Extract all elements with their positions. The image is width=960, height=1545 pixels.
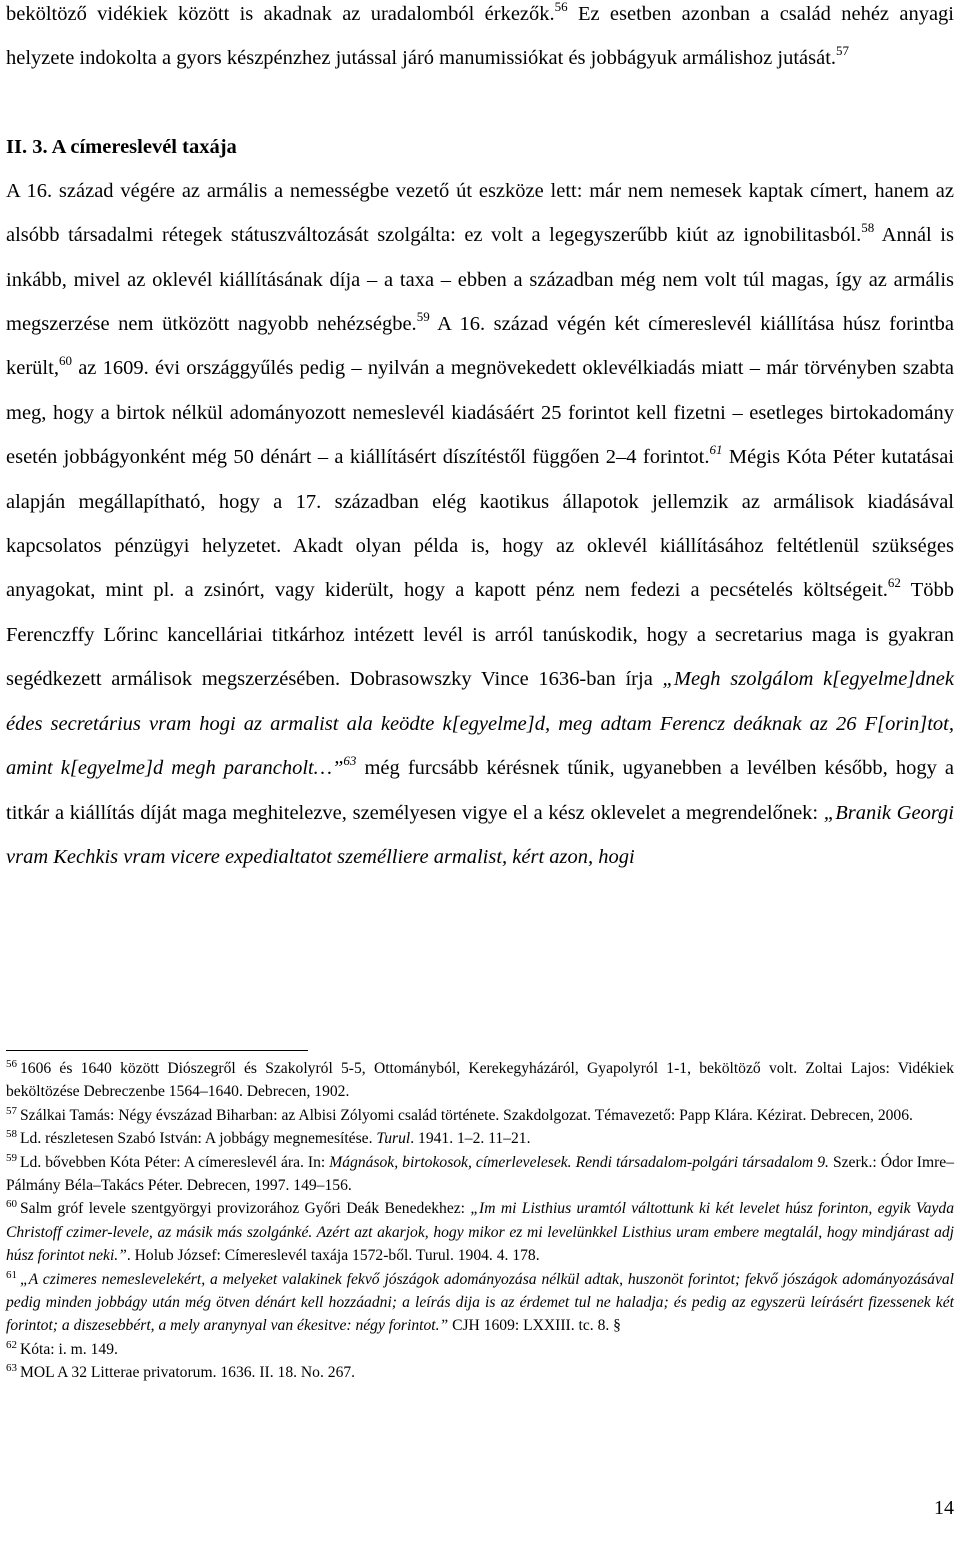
footnote-text: Szálkai Tamás: Négy évszázad Biharban: az Albisi Zólyomi család története. Szakdolgozat. Témavezető: Papp Klára. Kézirat. Debrecen, 2006. bbox=[20, 1106, 913, 1124]
footnote-59 bbox=[6, 1151, 954, 1198]
footnote-ref-60[interactable]: 60 bbox=[58, 353, 72, 369]
footnote-text: Salm gróf levele szentgyörgyi provizorához Győri Deák Benedekhez: bbox=[20, 1200, 471, 1218]
footnote-number: 56 bbox=[6, 1058, 17, 1070]
quotation: „A czimeres nemeslevelekért, a melyeket valakinek fekvő jószágok adományozása nélkül adtak, huszonöt forintot; fekvő jószágok adományozásával pedig minden jobbágy után még ötven dénárt kell hozzáadni; a leírás dija is az érdemet tul ne haladja; és pedig az egyszerü leírásért fizessenek két forintot; a diszesebbért, a mely aranynyal van ékesitve: négy forintot.” bbox=[6, 1270, 954, 1335]
footnote-58 bbox=[6, 1127, 954, 1150]
footnote-ref-57[interactable]: 57 bbox=[836, 43, 850, 59]
footnote-number: 57 bbox=[6, 1104, 17, 1117]
footnote-separator bbox=[6, 1050, 308, 1051]
footnote-number: 61 bbox=[6, 1268, 17, 1281]
footnote-text: . 1941. 1–2. 11–21. bbox=[410, 1130, 531, 1148]
footnote-ref-59[interactable]: 59 bbox=[416, 309, 430, 325]
quotation: „Megh szolgálom k[egyelme]dnek édes secretárius vram hogi az armalist ala keödte k[egyelme]d, meg adtam Ferencz deáknak az 26 F[orin]tot, amint k[egyelme]d megh parancholt…” bbox=[6, 668, 954, 780]
paragraph-continued bbox=[6, 0, 954, 81]
footnote-ref-61[interactable]: 61 bbox=[709, 442, 723, 458]
footnote-63 bbox=[6, 1361, 954, 1384]
footnote-56 bbox=[6, 1057, 954, 1104]
footnote-text: MOL A 32 Litterae privatorum. 1636. II. 18. No. 267. bbox=[20, 1364, 356, 1382]
footnote-57 bbox=[6, 1104, 954, 1127]
footnote-text: Ld. bővebben Kóta Péter: A címereslevél ára. In: bbox=[20, 1153, 330, 1171]
section-heading: II. 3. A címereslevél taxája bbox=[6, 135, 237, 158]
journal-title: Turul bbox=[376, 1130, 411, 1148]
text-run: A 16. század végén két címereslevél kiállítása húsz forintba került, bbox=[6, 313, 954, 380]
footnote-number: 63 bbox=[6, 1362, 17, 1375]
footnote-ref-56[interactable]: 56 bbox=[554, 0, 568, 14]
text-run: beköltöző vidékiek között is akadnak az uradalomból érkezők. bbox=[6, 3, 555, 25]
text-run: az 1609. évi országgyűlés pedig – nyilván a megnövekedett oklevélkiadás miatt – már törvényben szabta meg, hogy a birtok nélkül adományozott nemeslevél kiadásáért 25 forintot kell fizetni – esetleges birtokadomány esetén jobbágyonként még 50 dénárt – a kiállításért díszítéstől függően 2–4 forintot. bbox=[6, 357, 954, 469]
footnotes bbox=[6, 1057, 954, 1385]
footnote-number: 58 bbox=[6, 1128, 17, 1141]
footnote-number: 62 bbox=[6, 1338, 17, 1351]
text-run: Ez esetben azonban a család nehéz anyagi helyzete indokolta a gyors készpénzhez jutással járó manumissiókat és jobbágyuk armálishoz jutását. bbox=[6, 3, 954, 70]
page-number: 14 bbox=[934, 1497, 954, 1519]
footnote-60 bbox=[6, 1197, 954, 1267]
footnote-text: Ld. részletesen Szabó István: A jobbágy megnemesítése. bbox=[20, 1130, 377, 1148]
text-run: Annál is inkább, mivel az oklevél kiállításának díja – a taxa – ebben a században még nem volt túl magas, így az armális megszerzése nem ütközött nagyobb nehézségbe. bbox=[6, 224, 954, 336]
footnote-62 bbox=[6, 1338, 954, 1361]
footnote-text: Szerk.: Ódor Imre–Pálmány Béla–Takács Péter. Debrecen, 1997. 149–156. bbox=[6, 1153, 954, 1195]
quotation: „Im mi Listhius uramtól váltottunk ki két levelet húsz forinton, egyik Vayda Christoff czimer-levele, az másik más szolgánké. Azért azt akarjok, hogy mikor ez mi levelünkkel Listhius uram embere megtalál, hogy mindjárast adj húsz forintot neki.” bbox=[6, 1200, 954, 1265]
main-text bbox=[6, 0, 954, 879]
text-run: Mégis Kóta Péter kutatásai alapján megállapítható, hogy a 17. században elég kaotikus állapotok jellemzik az armálisok kiadásával kapcsolatos pénzügyi helyzetet. Akadt olyan példa is, hogy az oklevél kiállításához feltétlenül szükséges anyagokat, mint pl. a zsinórt, vagy kiderült, hogy a kapott pénz nem fedezi a pecsételés költségeit. bbox=[6, 446, 954, 602]
footnote-number: 59 bbox=[6, 1151, 17, 1164]
footnote-ref-62[interactable]: 62 bbox=[887, 575, 901, 591]
book-title: Mágnások, birtokosok, címerlevelesek. Rendi társadalom-polgári társadalom 9. bbox=[329, 1153, 829, 1171]
footnote-61 bbox=[6, 1268, 954, 1338]
footnote-ref-58[interactable]: 58 bbox=[861, 220, 875, 236]
text-run: még furcsább kérésnek tűnik, ugyanebben a levélben később, hogy a titkár a kiállítás díját maga meghitelezve, személyesen vigye el a kész oklevelet a megrendelőnek: bbox=[6, 757, 954, 824]
text-run: A 16. század végére az armális a nemességbe vezető út eszköze lett: már nem nemesek kaptak címert, hanem az alsóbb társadalmi rétegek státuszváltozását szolgálta: ez volt a legegyszerűbb kiút az ignobilitasból. bbox=[6, 179, 954, 247]
text-run: Több Ferenczffy Lőrinc kancelláriai titkárhoz intézett levél is arról tanúskodik, hogy a secretarius maga is gyakran segédkezett armálisok megszerzésében. Dobrasowszky Vince 1636-ban írja bbox=[6, 579, 955, 691]
footnote-text: Kóta: i. m. 149. bbox=[20, 1340, 118, 1358]
footnote-text: 1606 és 1640 között Diószegről és Szakolyról 5-5, Ottományból, Kerekegyházáról, Gyapolyról 1-1, beköltöző volt. Zoltai Lajos: Vidékiek beköltözése Debreczenbe 1564–1640. Debrecen, 1902. bbox=[6, 1060, 954, 1101]
footnote-ref-63[interactable]: 63 bbox=[343, 753, 357, 769]
footnote-number: 60 bbox=[6, 1198, 17, 1211]
footnote-text: CJH 1609: LXXIII. tc. 8. § bbox=[448, 1317, 621, 1335]
footnote-text: . Holub József: Címereslevél taxája 1572-ből. Turul. 1904. 4. 178. bbox=[126, 1247, 540, 1265]
quotation: „Branik Georgi vram Kechkis vram vicere expedialtatot személliere armalist, kért azon, hogi bbox=[6, 801, 954, 868]
paragraph-main bbox=[6, 169, 954, 880]
